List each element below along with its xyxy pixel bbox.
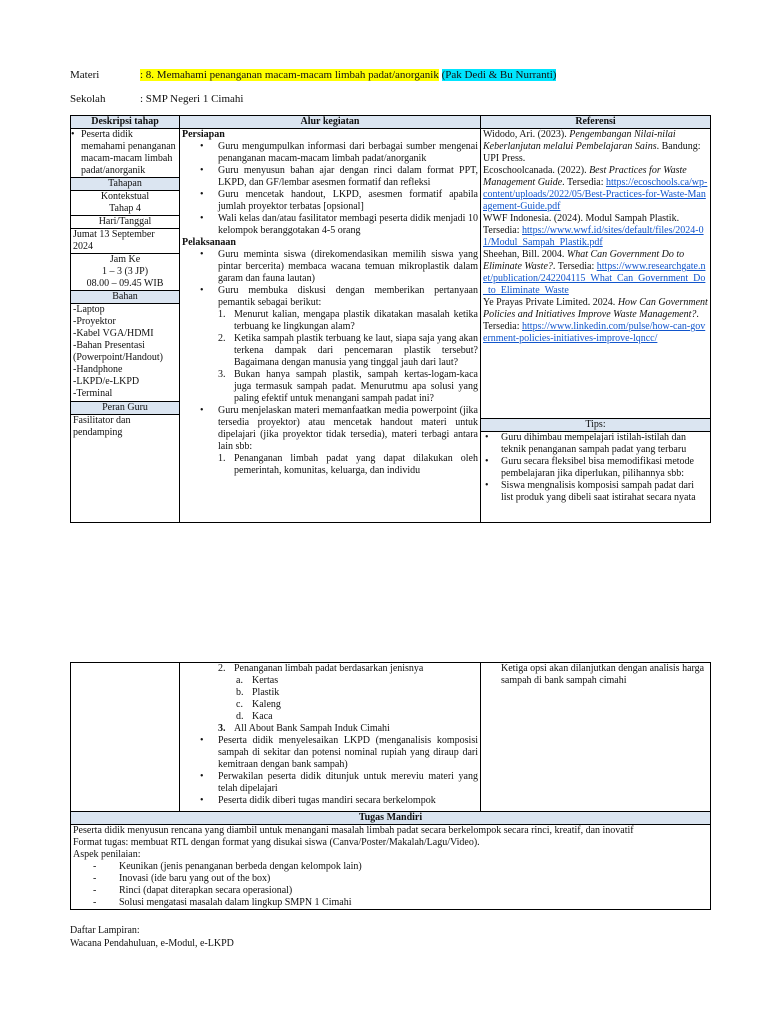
bahan-item: -LKPD/e-LKPD [73, 376, 140, 387]
materi-list [182, 453, 478, 477]
pelaksanaan-title: Pelaksanaan [182, 237, 236, 248]
ref-1: Widodo, Ari. (2023). Pengembangan Nilai-nilai Keberlanjutan melalui Pembelajaran Sains. Bandung: UPI Press. [483, 129, 701, 164]
jenis-item: c. Kaleng [236, 699, 281, 710]
rpp-table [70, 115, 711, 523]
ref-3: WWF Indonesia. (2024). Modul Sampah Plastik. Tersedia: https://www.wwf.id/sites/default/files/2024-01/Modul_Sampah_Plastik.pdf [483, 213, 704, 248]
materi-item: 2. Penanganan limbah padat berdasarkan jenisnya [218, 663, 424, 674]
list-item: • Guru membuka diskusi dengan memberikan pertanyaan pemantik sebagai berikut: [182, 285, 478, 309]
bahan-list [73, 304, 177, 400]
materi-label: Materi [70, 69, 100, 81]
materi-item: 1. Penanganan limbah padat yang dapat dilakukan oleh pemerintah, komunitas, keluarga, dan individu [218, 453, 478, 476]
jam-label: Jam Ke [71, 253, 179, 266]
bahan-item: -Terminal [73, 388, 113, 399]
ref-2: Ecoschoolcanada. (2022). Best Practices for Waste Management Guide. Tersedia: https://ecoschools.ca/wp-content/uploads/2022/05/Best-Practices-for-Waste-Management-Guide.pdf [483, 165, 708, 212]
tanggal-value: Jumat 13 September 2024 [71, 228, 179, 253]
tip-item: • Guru dihimbau mempelajari istilah-istilah dan teknik penanganan sampah padat yang terbaru [483, 432, 708, 456]
list-item: • Guru meminta siswa (direkomendasikan memilih siswa yang pintar bercerita) membaca wacana temuan mikroplastik dalam garam dan fauna lautan) [182, 249, 478, 285]
deskripsi-cell-cont [71, 663, 180, 812]
aspek-item: - Keunikan (jenis penanganan berbeda dengan kelompok lain) [73, 861, 708, 873]
tahapan-value-2: Tahap 4 [109, 203, 141, 214]
tugas-line: Peserta didik menyusun rencana yang diambil untuk menangani masalah limbah padat secara berkelompok secara rinci, kreatif, dan inovatif [73, 825, 634, 836]
jenis-item: d. Kaca [236, 711, 273, 722]
jam-value-2: 08.00 – 09.45 WIB [86, 278, 164, 289]
pelaksanaan-list [182, 249, 478, 309]
tanggal-label: Hari/Tanggal [71, 215, 179, 228]
deskripsi-cell [71, 129, 180, 523]
materi-list-cont-2 [182, 723, 478, 735]
col-header-alur: Alur kegiatan [180, 116, 481, 129]
list-item: • Wali kelas dan/atau fasilitator membagi peserta didik menjadi 10 kelompok beranggotakan 4-5 orang [182, 213, 478, 237]
materi-line [70, 69, 556, 82]
sekolah-value: : SMP Negeri 1 Cimahi [140, 93, 244, 105]
deskripsi-intro: • Peserta didik memahami penanganan macam-macam limbah padat/anorganik [71, 129, 176, 176]
question-item: 2. Ketika sampah plastik terbuang ke laut, siapa saja yang akan terkena dampak dari pencemaran plastik tersebut? Bagaimana dengan manusia yang tinggal jauh dari laut? [218, 333, 478, 368]
persiapan-list [182, 141, 478, 237]
tugas-mandiri-label: Tugas Mandiri [71, 812, 711, 825]
questions-list [182, 309, 478, 405]
aspek-item: - Inovasi (ide baru yang out of the box) [73, 873, 708, 885]
sekolah-line [70, 93, 243, 106]
tips-continuation: Ketiga opsi akan dilanjutkan dengan analisis harga sampah di bank sampah cimahi [501, 663, 705, 686]
ref-3-link[interactable]: https://www.wwf.id/sites/default/files/2024-01/Modul_Sampah_Plastik.pdf [483, 225, 704, 248]
bahan-item: -Proyektor [73, 316, 116, 327]
jam-value-1: 1 – 3 (3 JP) [101, 266, 149, 277]
aspek-item: - Solusi mengatasi masalah dalam lingkup SMPN 1 Cimahi [73, 897, 708, 909]
materi-authors: (Pak Dedi & Bu Nurranti) [441, 69, 557, 81]
materi-list-cont [182, 663, 478, 675]
lampiran-label: Daftar Lampiran: [70, 925, 140, 936]
tahapan-value-1: Kontekstual [100, 191, 150, 202]
jenis-item: b. Plastik [236, 687, 280, 698]
ref-4-link[interactable]: https://www.researchgate.net/publication/242204115_What_Can_Government_Do_to_Eliminate_Waste [483, 261, 706, 296]
ref-4: Sheehan, Bill. 2004. What Can Government Do to Eliminate Waste?. Tersedia: https://www.researchgate.net/publication/242204115_What_Can_Government_Do_to_Eliminate_Waste [483, 249, 706, 296]
col-header-referensi: Referensi [481, 116, 711, 129]
ref-5: Ye Prayas Private Limited. 2024. How Can Government Policies and Initiatives Improve Waste Management?. Tersedia: https://www.linkedin.com/pulse/how-can-government-policies-initiatives-improve-lqncc/ [483, 297, 708, 344]
tips-cell [481, 419, 711, 523]
list-item: • Peserta didik diberi tugas mandiri secara berkelompok [182, 795, 478, 807]
col-header-deskripsi: Deskripsi tahap [71, 116, 180, 129]
materi-item: 3. All About Bank Sampah Induk Cimahi [218, 723, 390, 734]
bahan-item: -Bahan Presentasi (Powerpoint/Handout) [73, 340, 163, 363]
alur-cell-cont [180, 663, 481, 812]
list-item: • Guru mencetak handout, LKPD, asesmen formatif apabila jumlah proyektor terbatas [opsional] [182, 189, 478, 213]
bahan-item: -Handphone [73, 364, 123, 375]
tip-item: • Guru secara fleksibel bisa memodifikasi metode pembelajaran jika diperlukan, pilihannya sbb: [483, 456, 708, 480]
list-item: • Guru mengumpulkan informasi dari berbagai sumber mengenai penanganan macam-macam limbah padat/anorganik [182, 141, 478, 165]
aspek-item: - Rinci (dapat diterapkan secara operasional) [73, 885, 708, 897]
tips-list [481, 432, 710, 504]
jenis-item: a. Kertas [236, 675, 279, 686]
bahan-item: -Kabel VGA/HDMI [73, 328, 154, 339]
tugas-line: Aspek penilaian: [73, 849, 141, 860]
tips-label: Tips: [481, 419, 710, 432]
lampiran-value: Wacana Pendahuluan, e-Modul, e-LKPD [70, 938, 234, 949]
alur-cell [180, 129, 481, 523]
list-item: • Perwakilan peserta didik ditunjuk untuk mereviu materi yang telah dipelajari [182, 771, 478, 795]
list-item: • Guru menjelaskan materi memanfaatkan media powerpoint (jika tersedia proyektor) atau mencetak handout materi untuk dipelajari (jika proyektor tidak tersedia), materi terbagi antara lain sbb: [182, 405, 478, 453]
referensi-cell [481, 129, 711, 419]
tip-item: • Siswa mengnalisis komposisi sampah padat dari list produk yang dibeli saat istirahat secara nyata [483, 480, 708, 504]
pelaksanaan-list-cont [182, 735, 478, 807]
materi-value: : 8. Memahami penanganan macam-macam limbah padat/anorganik [140, 69, 439, 81]
persiapan-title: Persiapan [182, 129, 225, 140]
tugas-mandiri-cell [71, 825, 711, 910]
tugas-line: Format tugas: membuat RTL dengan format yang disukai siswa (Canva/Poster/Makalah/Lagu/Video). [73, 837, 480, 848]
peran-value: Fasilitator dan pendamping [73, 415, 131, 438]
list-item: • Guru menyusun bahan ajar dengan rinci dalam format PPT, LKPD, dan GF/lembar asesmen formatif dan refleksi [182, 165, 478, 189]
sekolah-label: Sekolah [70, 93, 106, 105]
ref-2-link[interactable]: https://ecoschools.ca/wp-content/uploads/2022/05/Best-Practices-for-Waste-Management-Guide.pdf [483, 177, 708, 212]
jenis-list [182, 675, 478, 723]
bahan-item: -Laptop [73, 304, 105, 315]
pelaksanaan-list-2 [182, 405, 478, 453]
aspek-list [73, 861, 708, 909]
question-item: 3. Bukan hanya sampah plastik, sampah kertas-logam-kaca juga termasuk sampah padat. Menurutmu apa solusi yang paling efektif untuk menangani sampah padat ini? [218, 369, 478, 404]
question-item: 1. Menurut kalian, mengapa plastik dikatakan masalah ketika terbuang ke lingkungan alam? [218, 309, 478, 332]
ref-5-link[interactable]: https://www.linkedin.com/pulse/how-can-government-policies-initiatives-improve-lqncc/ [483, 321, 706, 344]
list-item: • Peserta didik menyelesaikan LKPD (menganalisis komposisi sampah di sekitar dan potensi nominal rupiah yang diraup dari kemitraan dengan bank sampah) [182, 735, 478, 771]
bahan-label: Bahan [71, 290, 179, 304]
peran-label: Peran Guru [71, 401, 179, 415]
tips-cell-cont [481, 663, 711, 812]
rpp-table-continued [70, 662, 711, 910]
tahapan-label: Tahapan [71, 177, 179, 191]
